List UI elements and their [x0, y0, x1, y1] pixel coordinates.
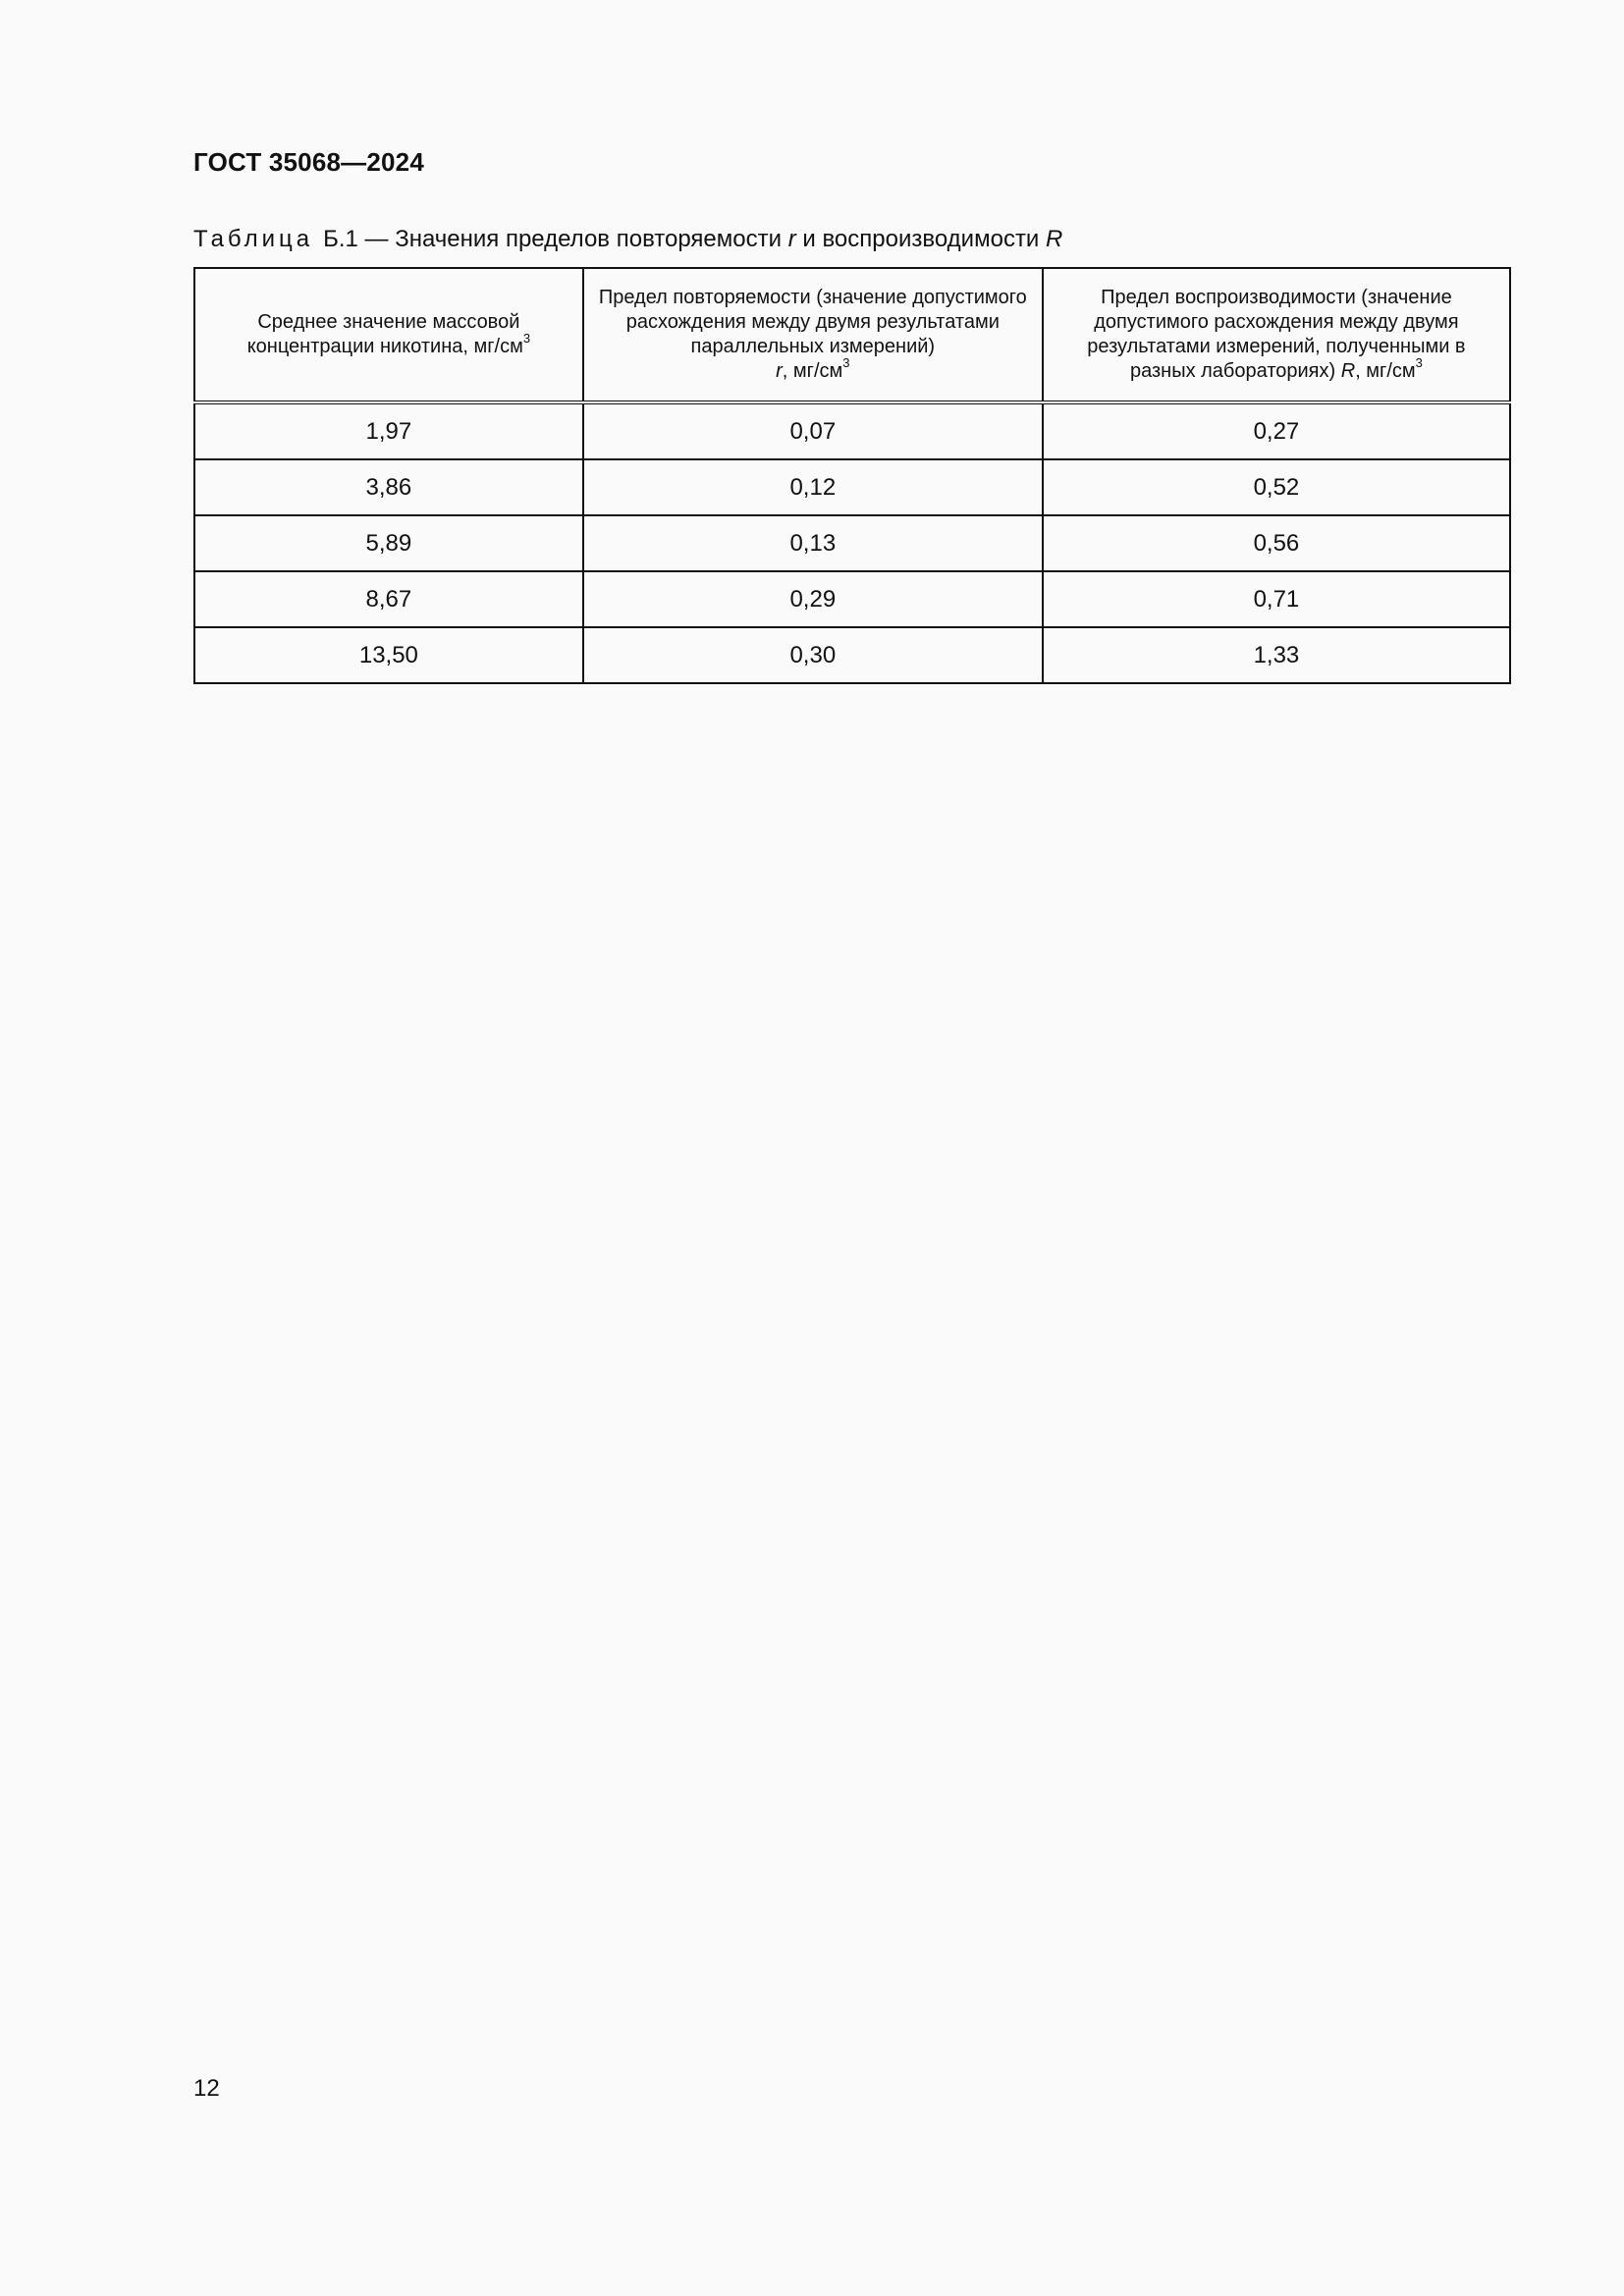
caption-text-continued: и воспроизводимости	[802, 226, 1040, 252]
table-row	[194, 515, 1510, 571]
cell-mean: 5,89	[194, 515, 583, 571]
cell-R: 0,52	[1043, 459, 1510, 515]
cell-r: 0,13	[583, 515, 1043, 571]
header-mean-concentration: Среднее значение массовой концентрации никотина, $мг/см^3$	[194, 268, 583, 402]
cell-r: 0,12	[583, 459, 1043, 515]
cell-mean: 13,50	[194, 627, 583, 683]
table-header-row	[194, 268, 1510, 402]
document-header: ГОСТ 35068—2024	[193, 147, 424, 177]
cell-r: 0,07	[583, 402, 1043, 459]
cell-mean: 8,67	[194, 571, 583, 627]
caption-R-symbol: R	[1046, 226, 1063, 252]
table-row	[194, 459, 1510, 515]
table-row	[194, 571, 1510, 627]
cell-mean: 1,97	[194, 402, 583, 459]
cell-R: 0,71	[1043, 571, 1510, 627]
cell-R: 0,56	[1043, 515, 1510, 571]
cell-mean: 3,86	[194, 459, 583, 515]
caption-number: Б.1	[323, 226, 358, 252]
cell-r: 0,29	[583, 571, 1043, 627]
precision-limits-table	[193, 267, 1511, 684]
table-row	[194, 402, 1510, 459]
cell-r: 0,30	[583, 627, 1043, 683]
cell-R: 1,33	[1043, 627, 1510, 683]
table-caption	[193, 226, 1062, 253]
caption-label: Таблица	[193, 226, 314, 252]
page-number: 12	[193, 2075, 220, 2102]
header-repeatability-limit: Предел повторяемости (значение допустимого расхождения между двумя результатами параллельных измерений) r, $мг/см^3$	[583, 268, 1043, 402]
header-reproducibility-limit: Предел воспроизводимости (значение допустимого расхождения между двумя результатами измерений, полученными в разных лабораториях) R, $мг/см^3$	[1043, 268, 1510, 402]
caption-r-symbol: r	[787, 226, 796, 252]
table-row	[194, 627, 1510, 683]
caption-text: — Значения пределов повторяемости	[364, 226, 783, 252]
cell-R: 0,27	[1043, 402, 1510, 459]
